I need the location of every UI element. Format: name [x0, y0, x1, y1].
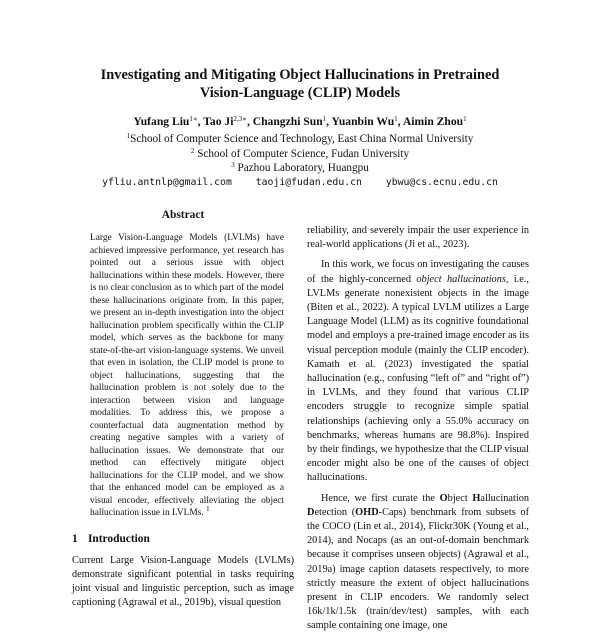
author-affiliation-mark: 1	[394, 115, 398, 123]
author-name: Changzhi Sun	[252, 115, 323, 128]
author-list: Yufang Liu$^{1∗}$, Tao $Ji^{2,3∗}$, Changzhi Sun$^1$, Yuanbin Wu$^1$, Aimin Zhou$^1$	[133, 115, 467, 128]
email-address: yfliu.antnlp@gmail.com	[102, 177, 232, 188]
left-column	[72, 208, 294, 616]
author-name: Aimin Zhou	[402, 115, 464, 128]
title-line-1: Investigating and Mitigating Object Hallucinations in Pretrained	[100, 67, 500, 83]
section-heading-introduction	[72, 532, 294, 546]
author-name: Yufang Liu	[133, 115, 190, 128]
author-affiliation-mark: 1	[463, 115, 467, 123]
benchmark-name: OHD	[355, 506, 379, 518]
author-emails	[40, 176, 560, 189]
paragraph: In this work, we focus on investigating the causes of the highly-concerned object hallucinations, i.e., LVLMs generate nonexistent objects in the image (Biten et al., 2022). A typical LVLM utilizes a Large Language Model (LLM) as its cognitive foundational model and employs a pre-trained image encoder as its visual perception module (mainly the CLIP encoder). Kamath et al. (2023) investigated the spatial hallucination (e.g., confusing “left of” and “right of”) in LVLMs, and they found that various CLIP encoders struggle to recognize simple spatial relationships (achieving only a 55.0% accuracy on benchmarks, whereas humans are 98.8%). Inspired by their findings, we hypothesize that the CLIP visual encoder might also be one of the causes of object hallucinations.	[307, 259, 529, 484]
emphasized-term: object hallucinations	[416, 273, 506, 285]
abstract-body: Large Vision-Language Models (LVLMs) have achieved impressive performance, yet research has pointed out a serious issue with object hallucinations within these models. However, there is no clear conclusion as to which part of the model these hallucinations originate from. In this paper, we present an in-depth investigation into the object hallucination problem specifically within the CLIP model, which serves as the backbone for many state-of-the-art vision-language systems. We unveil that even in isolation, the CLIP model is prone to object hallucinations, suggesting that the hallucination problem is not solely due to the interaction between vision and language modalities. To address this, we propose a counterfactual data augmentation method by creating negative samples with a variety of hallucination issues. We demonstrate that our method can effectively mitigate object hallucinations for the CLIP model, and we show that the enhanced model can be employed as a visual encoder, effectively alleviating the object hallucination issue in LVLMs. $^1$	[90, 233, 284, 518]
author-name: Yuanbin Wu	[331, 115, 395, 128]
affiliation-line: $^2$ School of Computer Science, Fudan University	[190, 146, 410, 160]
affiliation-line: $^1$School of Computer Science and Technology, East China Normal University	[126, 132, 474, 145]
affiliation-line: $^3$ Pazhou Laboratory, Huangpu	[231, 161, 369, 174]
affiliations	[40, 132, 560, 176]
author-affiliation-mark: 2,3∗	[233, 115, 247, 123]
title-line-2: Vision-Language (CLIP) Models	[199, 85, 401, 101]
author-affiliation-mark: 1∗	[189, 115, 198, 123]
abstract-heading: Abstract	[161, 209, 205, 221]
paragraph: reliability, and severely impair the user experience in real-world applications (Ji et al., 2023).	[307, 225, 529, 251]
email-address: ybwu@cs.ecnu.edu.cn	[385, 177, 498, 188]
paragraph: Hence, we first curate the Object Hallucination Detection (OHD-Caps) benchmark from subsets of the COCO (Lin et al., 2014), Flickr30K (Young et al., 2014), and Nocaps (as an out-of-domain benchmark because it comprises unseen objects) (Agrawal et al., 2019a) image caption datasets respectively, to more strictly measure the extent of object hallucinations present in CLIP encoders. We randomly select 16k/1k/1.5k (train/dev/test) samples, with each sample containing one image, one	[307, 492, 529, 632]
right-column-text	[307, 224, 529, 634]
right-column	[307, 224, 529, 640]
section-title: Introduction	[88, 532, 150, 545]
section-number: 1	[72, 532, 78, 545]
author-name: Tao Ji	[203, 115, 234, 128]
paper-title	[60, 66, 540, 102]
footnote-mark: 1	[206, 505, 210, 513]
author-affiliation-mark: 1	[322, 115, 327, 123]
intro-paragraph: Current Large Vision-Language Models (LVLMs) demonstrate significant potential in tasks requiring joint visual and linguistic perception, such as image captioning (Agrawal et al., 2019b), visual question	[72, 554, 294, 609]
email-address: taoji@fudan.edu.cn	[255, 177, 362, 188]
